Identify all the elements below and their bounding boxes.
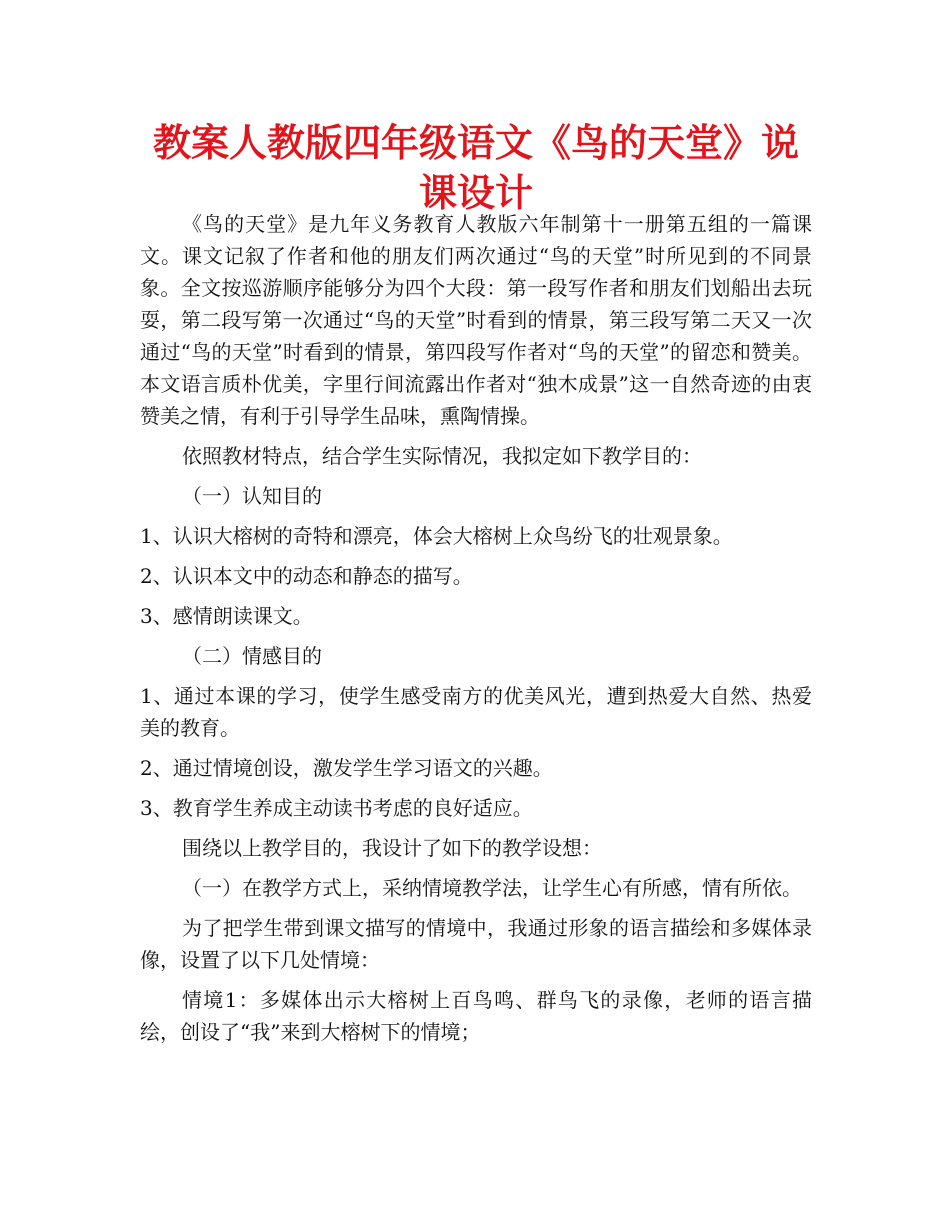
list-item: 3、教育学生养成主动读书考虑的良好适应。 xyxy=(140,796,533,820)
situation-intro: 为了把学生带到课文描写的情境中，我通过形象的语言描绘和多媒体录像，设置了以下几处情境： xyxy=(140,916,812,972)
document-title: 教案人教版四年级语文《鸟的天堂》说课设计 xyxy=(152,121,799,215)
list-item: 1、认识大榕树的奇特和漂亮，体会大榕树上众鸟纷飞的壮观景象。 xyxy=(140,524,733,548)
section-heading-cognitive: （一）认知目的 xyxy=(182,484,322,508)
list-item: 2、通过情境创设，激发学生学习语文的兴趣。 xyxy=(140,756,553,780)
intro-paragraph: 《鸟的天堂》是九年义务教育人教版六年制第十一册第五组的一篇课文。课文记叙了作者和他的朋友们两次通过“鸟的天堂”时所见到的不同景象。全文按巡游顺序能够分为四个大段：第一段写作者和朋友们划船出去玩耍，第二段写第一次通过“鸟的天堂”时看到的情景，第三段写第二天又一次通过“鸟的天堂”时看到的情景，第四段写作者对“鸟的天堂”的留恋和赞美。本文语言质朴优美，字里行间流露出作者对“独木成景”这一自然奇迹的由衷赞美之情，有利于引导学生品味，熏陶情操。 xyxy=(140,212,812,428)
list-item: 1、通过本课的学习，使学生感受南方的优美风光，遭到热爱大自然、热爱美的教育。 xyxy=(140,684,812,740)
document-body xyxy=(140,208,812,1056)
design-intro: 围绕以上教学目的，我设计了如下的教学设想： xyxy=(182,836,602,860)
section-heading-emotional: （二）情感目的 xyxy=(182,644,322,668)
list-item: 3、感情朗读课文。 xyxy=(140,604,313,628)
list-item: 2、认识本文中的动态和静态的描写。 xyxy=(140,564,473,588)
situation-1-paragraph: 情境1：多媒体出示大榕树上百鸟鸣、群鸟飞的录像，老师的语言描绘，创设了“我”来到大榕树下的情境； xyxy=(140,988,812,1044)
objectives-intro: 依照教材特点，结合学生实际情况，我拟定如下教学目的： xyxy=(182,444,702,468)
teaching-method-paragraph: （一）在教学方式上，采纳情境教学法，让学生心有所感，情有所依。 xyxy=(182,876,802,900)
